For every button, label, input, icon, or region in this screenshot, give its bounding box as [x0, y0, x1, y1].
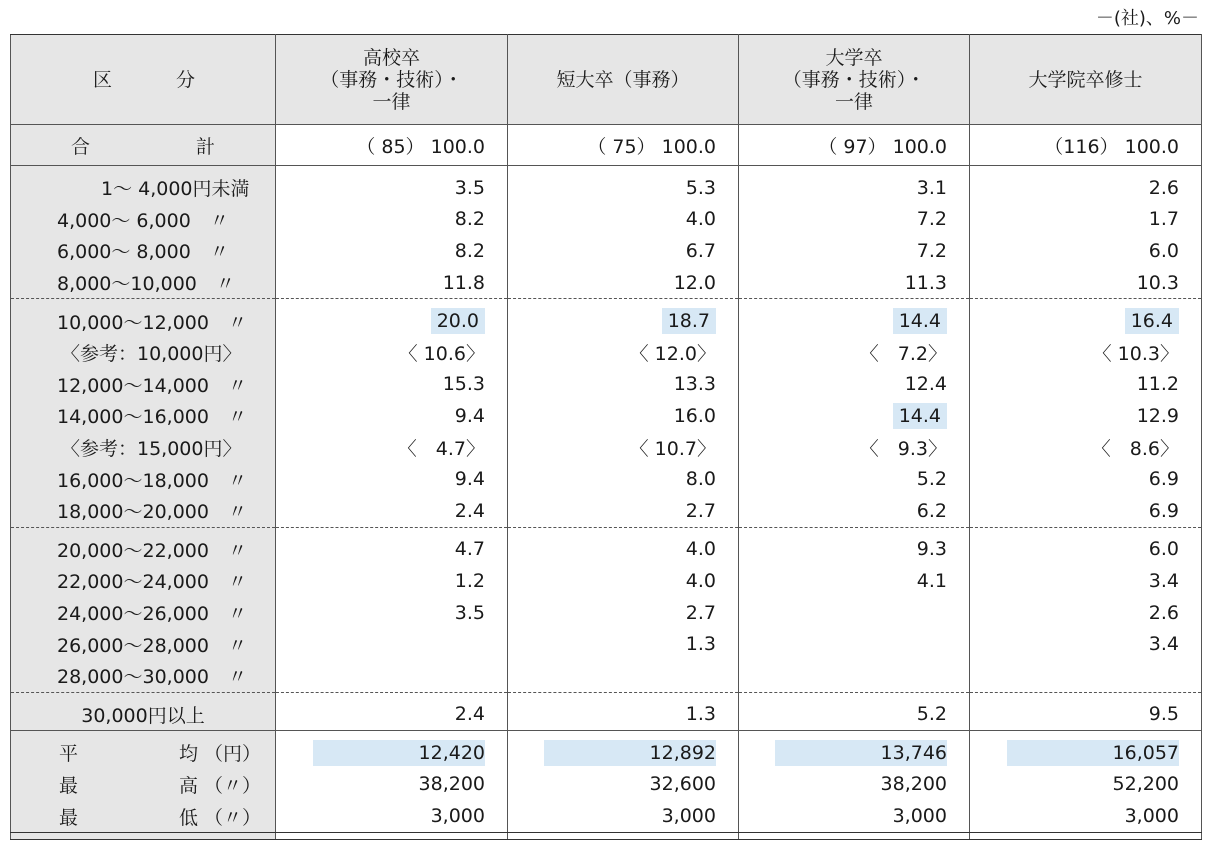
summary-cell — [970, 737, 1202, 769]
data-value: 3.1 — [916, 176, 947, 199]
data-cell — [276, 204, 508, 236]
row-label — [11, 660, 276, 692]
data-cell — [276, 534, 508, 566]
data-value: 〈 7.2〉 — [859, 343, 947, 366]
data-cell — [970, 534, 1202, 566]
data-value: 6.0 — [1148, 538, 1179, 561]
row-label — [11, 699, 276, 731]
table-row — [11, 172, 1202, 204]
total-label-b: 計 — [195, 135, 215, 158]
data-cell — [508, 432, 739, 464]
data-value: 12.9 — [1136, 404, 1179, 427]
row-label-text: 14,000～16,000 〃 — [57, 406, 247, 429]
summary-value: 3,000 — [430, 805, 485, 828]
row-label — [11, 463, 276, 495]
table-row — [11, 463, 1202, 495]
row-label — [11, 305, 276, 337]
data-value: 18.7 — [662, 308, 716, 334]
row-label-text: 30,000円以上 — [81, 704, 205, 727]
table-row — [11, 534, 1202, 566]
data-cell — [970, 305, 1202, 337]
data-value: 1.3 — [685, 633, 716, 656]
spacer-cell — [276, 832, 508, 839]
data-cell — [508, 463, 739, 495]
data-value: 11.2 — [1136, 373, 1179, 396]
data-cell — [970, 204, 1202, 236]
data-cell — [276, 235, 508, 267]
header-col-4: 大学院卒修士 — [970, 35, 1202, 125]
data-cell — [739, 660, 970, 692]
row-label — [11, 628, 276, 660]
spacer-cell — [508, 832, 739, 839]
data-cell — [739, 534, 970, 566]
table-row — [11, 432, 1202, 464]
data-cell — [739, 267, 970, 299]
summary-label — [11, 769, 276, 801]
data-cell — [508, 495, 739, 527]
data-value: 〈 10.3〉 — [1092, 343, 1179, 366]
data-cell — [508, 305, 739, 337]
header-category — [11, 35, 276, 125]
data-value: 11.3 — [904, 271, 947, 294]
row-label — [11, 267, 276, 299]
summary-label-b: 低 （〃） — [179, 806, 262, 829]
table-row — [11, 400, 1202, 432]
summary-cell — [508, 769, 739, 801]
data-value: 14.4 — [893, 308, 947, 334]
row-label-text: 12,000～14,000 〃 — [57, 374, 247, 397]
data-value: 5.2 — [916, 703, 947, 726]
total-value: （ 85） 100.0 — [276, 125, 508, 166]
data-value: 6.2 — [916, 499, 947, 522]
summary-cell — [276, 769, 508, 801]
data-cell — [739, 597, 970, 629]
table-row — [11, 628, 1202, 660]
row-label — [11, 495, 276, 527]
summary-value: 12,420 — [313, 740, 485, 766]
data-value: 20.0 — [431, 308, 485, 334]
table-row — [11, 660, 1202, 692]
total-value: （116） 100.0 — [970, 125, 1202, 166]
row-label — [11, 400, 276, 432]
data-cell — [970, 699, 1202, 731]
data-value: 8.2 — [454, 239, 485, 262]
total-row — [11, 125, 1202, 166]
data-value: 7.2 — [916, 239, 947, 262]
table-row — [11, 337, 1202, 369]
data-value: 13.3 — [673, 373, 716, 396]
data-value: 4.7 — [454, 538, 485, 561]
row-label-text: 22,000～24,000 〃 — [57, 571, 247, 594]
data-cell — [970, 597, 1202, 629]
data-value: 〈 4.7〉 — [397, 438, 485, 461]
summary-value: 3,000 — [892, 805, 947, 828]
data-value: 〈 8.6〉 — [1091, 438, 1179, 461]
data-cell — [508, 660, 739, 692]
summary-value: 12,892 — [544, 740, 716, 766]
summary-label-b: 均 （円） — [179, 743, 262, 766]
data-value: 5.3 — [685, 176, 716, 199]
summary-row — [11, 769, 1202, 801]
data-value: 5.2 — [916, 468, 947, 491]
data-value: 2.6 — [1148, 176, 1179, 199]
summary-label-a: 最 — [59, 806, 79, 829]
data-value: 2.4 — [454, 499, 485, 522]
total-label-a: 合 — [71, 135, 91, 158]
data-cell — [276, 495, 508, 527]
data-value: 2.7 — [685, 601, 716, 624]
data-value: 6.9 — [1148, 499, 1179, 522]
data-cell — [739, 432, 970, 464]
data-cell — [739, 400, 970, 432]
data-cell — [508, 204, 739, 236]
data-cell — [970, 660, 1202, 692]
data-cell — [508, 699, 739, 731]
row-label — [11, 337, 276, 369]
data-cell — [739, 495, 970, 527]
table-row — [11, 565, 1202, 597]
data-value: 7.2 — [916, 208, 947, 231]
data-value: 2.7 — [685, 499, 716, 522]
row-label — [11, 565, 276, 597]
data-value: 15.3 — [442, 373, 485, 396]
spacer-cell — [970, 832, 1202, 839]
data-value: 16.0 — [673, 404, 716, 427]
data-value: 12.4 — [904, 373, 947, 396]
data-value: 〈 12.0〉 — [629, 343, 716, 366]
summary-label-text — [11, 803, 275, 830]
data-value: 10.3 — [1136, 271, 1179, 294]
data-value: 3.5 — [454, 176, 485, 199]
data-cell — [276, 337, 508, 369]
summary-cell — [508, 800, 739, 832]
data-value: 1.3 — [685, 703, 716, 726]
row-label-text: 4,000～ 6,000 〃 — [57, 209, 229, 232]
row-label-text: 20,000～22,000 〃 — [57, 539, 247, 562]
unit-note: －(社)、%－ — [1095, 8, 1199, 29]
header-category-b: 分 — [175, 68, 195, 91]
data-cell — [970, 565, 1202, 597]
data-value: 〈 10.7〉 — [629, 438, 716, 461]
table-row — [11, 267, 1202, 299]
data-value: 4.0 — [685, 569, 716, 592]
header-col-2: 短大卒（事務） — [508, 35, 739, 125]
data-value: 3.4 — [1148, 569, 1179, 592]
summary-row — [11, 800, 1202, 832]
summary-value: 38,200 — [418, 773, 485, 796]
data-cell — [970, 369, 1202, 401]
summary-value: 32,600 — [649, 773, 716, 796]
row-label-text: 10,000～12,000 〃 — [57, 311, 247, 334]
data-cell — [508, 628, 739, 660]
row-label-text: 〈参考：10,000円〉 — [61, 343, 242, 366]
data-cell — [276, 699, 508, 731]
data-value: 3.4 — [1148, 633, 1179, 656]
data-value: 11.8 — [442, 271, 485, 294]
data-cell — [970, 432, 1202, 464]
data-cell — [508, 597, 739, 629]
row-label — [11, 369, 276, 401]
row-label-text: 18,000～20,000 〃 — [57, 501, 247, 524]
data-value: 2.6 — [1148, 601, 1179, 624]
summary-label-a: 平 — [59, 743, 79, 766]
header-col-1: 高校卒 （事務・技術）・ 一律 — [276, 35, 508, 125]
summary-cell — [508, 737, 739, 769]
data-value: 4.1 — [916, 569, 947, 592]
data-cell — [508, 172, 739, 204]
row-label-text: 24,000～26,000 〃 — [57, 603, 247, 626]
row-label-text: 〈参考：15,000円〉 — [61, 438, 242, 461]
total-value: （ 97） 100.0 — [739, 125, 970, 166]
row-label — [11, 597, 276, 629]
data-cell — [276, 463, 508, 495]
data-value: 1.2 — [454, 569, 485, 592]
summary-cell — [970, 769, 1202, 801]
data-cell — [276, 660, 508, 692]
data-value: 〈 10.6〉 — [398, 343, 485, 366]
summary-label-b: 高 （〃） — [179, 774, 262, 797]
data-value: 6.7 — [685, 239, 716, 262]
data-cell — [508, 337, 739, 369]
table-row — [11, 305, 1202, 337]
data-cell — [276, 628, 508, 660]
data-cell — [276, 597, 508, 629]
summary-value: 3,000 — [661, 805, 716, 828]
data-cell — [508, 565, 739, 597]
summary-cell — [739, 737, 970, 769]
summary-cell — [276, 800, 508, 832]
table-row — [11, 699, 1202, 731]
data-cell — [508, 534, 739, 566]
data-cell — [970, 495, 1202, 527]
data-cell — [739, 305, 970, 337]
row-label — [11, 432, 276, 464]
data-value: 4.0 — [685, 208, 716, 231]
data-cell — [276, 432, 508, 464]
header-category-a: 区 — [93, 68, 113, 91]
data-cell — [508, 235, 739, 267]
summary-cell — [739, 769, 970, 801]
data-cell — [739, 337, 970, 369]
row-label-text: 26,000～28,000 〃 — [57, 634, 247, 657]
data-cell — [739, 369, 970, 401]
data-value: 9.5 — [1148, 703, 1179, 726]
data-cell — [970, 172, 1202, 204]
data-cell — [276, 400, 508, 432]
data-value: 9.3 — [916, 538, 947, 561]
data-value: 8.2 — [454, 208, 485, 231]
row-label-text: 8,000～10,000 〃 — [57, 273, 235, 296]
data-value: 16.4 — [1125, 308, 1179, 334]
total-value: （ 75） 100.0 — [508, 125, 739, 166]
table-row — [11, 235, 1202, 267]
data-value: 6.9 — [1148, 468, 1179, 491]
header-col-3: 大学卒 （事務・技術）・ 一律 — [739, 35, 970, 125]
row-label-text: 28,000～30,000 〃 — [57, 666, 247, 689]
data-cell — [276, 305, 508, 337]
data-value: 6.0 — [1148, 239, 1179, 262]
data-cell — [508, 267, 739, 299]
summary-label-a: 最 — [59, 774, 79, 797]
total-label — [11, 125, 276, 166]
data-cell — [970, 235, 1202, 267]
data-cell — [276, 369, 508, 401]
spacer-cell — [739, 832, 970, 839]
distribution-table — [10, 34, 1202, 840]
data-cell — [739, 172, 970, 204]
data-cell — [739, 628, 970, 660]
data-value: 4.0 — [685, 538, 716, 561]
header-row — [11, 35, 1202, 125]
data-cell — [970, 400, 1202, 432]
row-label-text: 16,000～18,000 〃 — [57, 469, 247, 492]
summary-cell — [739, 800, 970, 832]
data-cell — [276, 565, 508, 597]
row-label — [11, 172, 276, 204]
table-row — [11, 369, 1202, 401]
data-cell — [739, 699, 970, 731]
data-cell — [276, 267, 508, 299]
data-value: 3.5 — [454, 601, 485, 624]
data-cell — [970, 628, 1202, 660]
data-cell — [970, 267, 1202, 299]
row-label — [11, 235, 276, 267]
summary-value: 13,746 — [775, 740, 947, 766]
data-cell — [508, 400, 739, 432]
summary-value: 52,200 — [1112, 773, 1179, 796]
data-cell — [739, 235, 970, 267]
summary-label-text — [11, 739, 275, 766]
summary-value: 16,057 — [1007, 740, 1179, 766]
summary-label — [11, 737, 276, 769]
data-value: 9.4 — [454, 468, 485, 491]
data-value: 9.4 — [454, 404, 485, 427]
table-row — [11, 204, 1202, 236]
data-cell — [739, 463, 970, 495]
row-label-text: 1～ 4,000円未満 — [101, 178, 250, 201]
summary-row — [11, 737, 1202, 769]
summary-value: 3,000 — [1124, 805, 1179, 828]
row-label — [11, 204, 276, 236]
summary-label-text — [11, 771, 275, 798]
data-value: 1.7 — [1148, 208, 1179, 231]
spacer-cell — [11, 832, 276, 839]
bottom-spacer — [11, 832, 1202, 839]
data-cell — [739, 204, 970, 236]
data-cell — [970, 337, 1202, 369]
data-cell — [739, 565, 970, 597]
summary-cell — [276, 737, 508, 769]
data-cell — [970, 463, 1202, 495]
row-label — [11, 534, 276, 566]
data-value: 12.0 — [673, 271, 716, 294]
data-value: 〈 9.3〉 — [859, 438, 947, 461]
data-value: 14.4 — [893, 403, 947, 429]
summary-cell — [970, 800, 1202, 832]
summary-value: 38,200 — [880, 773, 947, 796]
table-row — [11, 495, 1202, 527]
data-cell — [508, 369, 739, 401]
summary-label — [11, 800, 276, 832]
row-label-text: 6,000～ 8,000 〃 — [57, 241, 229, 264]
data-cell — [276, 172, 508, 204]
data-value: 8.0 — [685, 468, 716, 491]
data-value: 2.4 — [454, 703, 485, 726]
table-row — [11, 597, 1202, 629]
